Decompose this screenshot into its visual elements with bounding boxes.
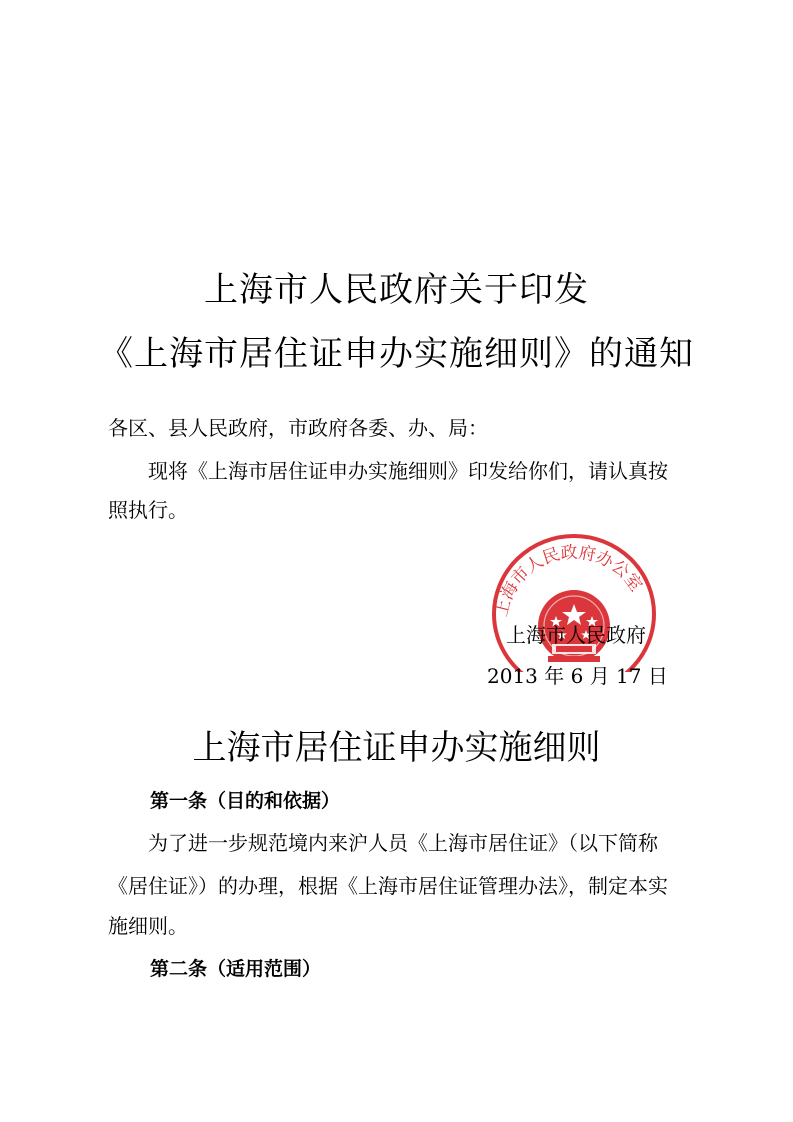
article-1-line-1: 为了进一步规范境内来沪人员《上海市居住证》（以下简称 [148, 831, 658, 855]
issue-date: 2013 年 6 月 17 日 [487, 664, 668, 688]
notice-title-line-2: 《上海市居住证申办实施细则》的通知 [99, 334, 694, 374]
official-seal [490, 532, 658, 672]
notice-body-line-2: 照执行。 [108, 498, 188, 522]
rules-title: 上海市居住证申办实施细则 [192, 728, 601, 768]
notice-body-line-1: 现将《上海市居住证申办实施细则》印发给你们，请认真按 [148, 459, 668, 483]
notice-title-line-1: 上海市人民政府关于印发 [204, 270, 589, 310]
article-1-line-3: 施细则。 [108, 914, 188, 938]
seal-text: 上海市人民政府办公室 [491, 542, 646, 619]
article-1-line-2: 《居住证》）的办理，根据《上海市居住证管理办法》，制定本实 [108, 874, 668, 898]
issuer-name: 上海市人民政府 [506, 623, 646, 647]
article-2-heading: 第二条（适用范围） [150, 958, 322, 980]
article-1-heading: 第一条（目的和依据） [150, 790, 341, 812]
notice-salutation: 各区、县人民政府，市政府各委、办、局： [108, 416, 488, 440]
